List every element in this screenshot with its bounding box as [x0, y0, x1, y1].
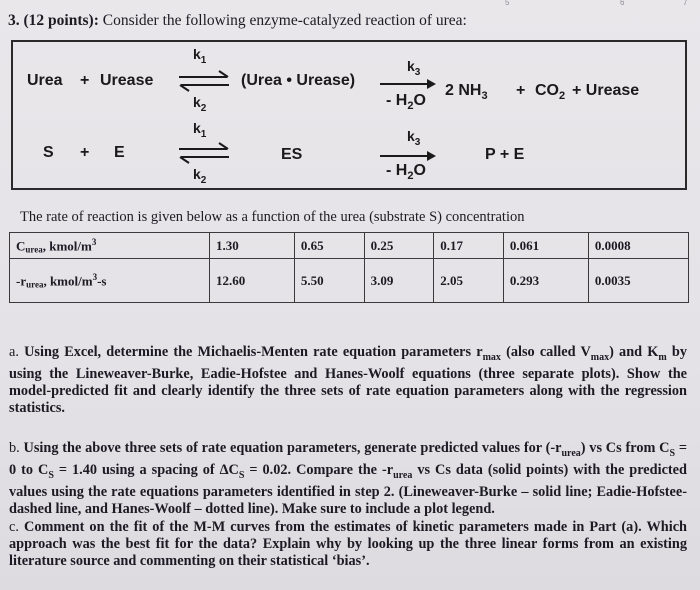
enzyme-substrate-complex: (Urea • Urease) — [241, 72, 356, 89]
ruler-mark: 6 — [620, 0, 625, 7]
forward-arrow-icon — [378, 150, 438, 162]
row-label-rate: -rurea, kmol/$m^3-s$ — [10, 259, 210, 303]
table-cell: 5.50 — [294, 259, 364, 303]
table-row — [10, 259, 689, 303]
plus-sign: + — [80, 144, 90, 161]
table-cell: 0.0008 — [588, 233, 688, 259]
ruler-mark: 7 — [683, 0, 688, 7]
rate-constant-k2: $k_2$ — [193, 166, 207, 186]
rate-constant-k3: $k_3$ — [407, 58, 421, 78]
water-removed: - $H_2O$ — [386, 162, 426, 183]
table-cell: 0.293 — [503, 259, 588, 303]
table-cell: 0.25 — [364, 233, 434, 259]
enzyme-urease: Urease — [100, 72, 154, 89]
equilibrium-arrow-icon — [177, 142, 231, 164]
rate-data-table — [9, 232, 689, 303]
complex-es: ES — [281, 146, 303, 163]
part-c-text: c. Comment on the fit of the M-M curves from the estimates of kinetic parameters made in Part (a). Which approach was the best fit for the data? Explain why by looking up the three linear forms from an existing literature source and commenting on their statistical ‘bias’. — [9, 519, 687, 570]
product-p-plus-e: P + E — [485, 146, 525, 163]
substrate-s: S — [43, 144, 54, 161]
question-number: 3. (12 points): — [8, 12, 99, 29]
plus-sign: + — [516, 82, 526, 99]
equilibrium-arrow-icon — [177, 70, 231, 92]
product-co2: $CO_2$ — [535, 82, 566, 103]
table-cell: 0.17 — [434, 233, 504, 259]
ruler-mark: 5 — [505, 0, 510, 7]
ruler-strip — [390, 0, 700, 6]
rate-constant-k1: $k_1$ — [193, 46, 207, 66]
plus-sign: + — [80, 72, 90, 89]
table-cell: 2.05 — [434, 259, 504, 303]
table-cell: 3.09 — [364, 259, 434, 303]
intro-text: The rate of reaction is given below as a function of the urea (substrate S) concentration — [20, 209, 525, 225]
table-cell: 0.65 — [294, 233, 364, 259]
enzyme-e: E — [114, 144, 125, 161]
table-cell: 12.60 — [210, 259, 295, 303]
question-heading — [8, 12, 467, 30]
table-row — [10, 233, 689, 259]
part-b-text: b. Using the above three sets of rate equation parameters, generate predicted values for $(-r_{urea})$ vs Cs from $C_S = 0$ to $C_S = 1.40$ using a spacing of $\Delta C_S = 0.02$. Compare the $-r_{urea}$ vs Cs data (solid points) with the predicted values using the rate equations parameters identified in step 2. (Lineweaver-Burke – solid line; Eadie-Hofstee-dashed line, and Hanes-Woolf – dotted line). Make sure to include a plot legend. — [9, 440, 687, 518]
table-cell: 0.0035 — [588, 259, 688, 303]
row-label-concentration: Curea, kmol/$m^3$ — [10, 233, 210, 259]
rate-constant-k1: $k_1$ — [193, 120, 207, 140]
question-prompt: Consider the following enzyme-catalyzed reaction of urea: — [102, 12, 467, 29]
reaction-scheme-box — [11, 40, 687, 190]
product-urease: + Urease — [572, 82, 640, 99]
part-a-text: a. Using Excel, determine the Michaelis-Menten rate equation parameters $r_{max}$ (also called $V_{max}$) and $K_m$ by using the Lineweaver-Burke, Eadie-Hofstee and Hanes-Woolf equations (three separate plots). Show the model-predicted fit and clearly identify the three sets of rate equation parameters along with the regression statistics. — [9, 344, 687, 417]
rate-constant-k3: $k_3$ — [407, 128, 421, 148]
product-nh3: 2 $NH_3$ — [445, 82, 488, 103]
water-removed: - $H_2O$ — [386, 92, 426, 113]
reactant-urea: Urea — [27, 72, 63, 89]
forward-arrow-icon — [378, 78, 438, 90]
table-cell: 1.30 — [210, 233, 295, 259]
rate-constant-k2: $k_2$ — [193, 94, 207, 114]
table-cell: 0.061 — [503, 233, 588, 259]
